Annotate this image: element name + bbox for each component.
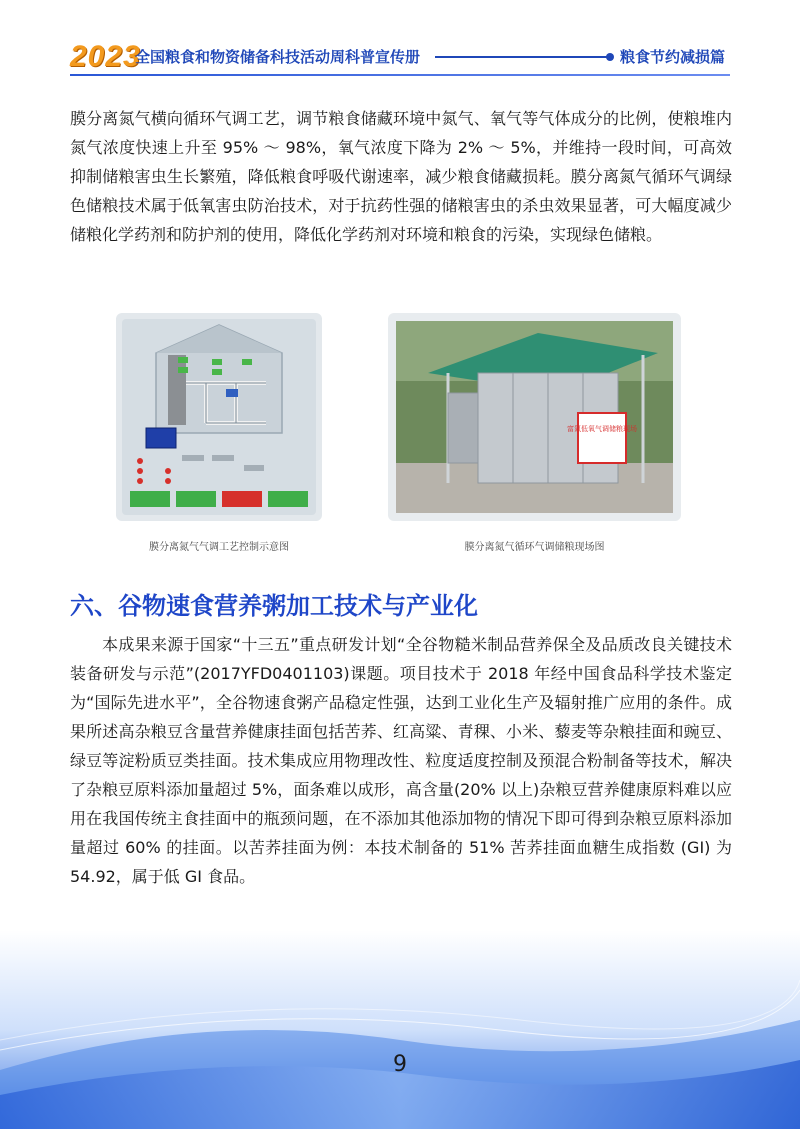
right-figure-caption: 膜分离氮气循环气调储粮现场图 <box>464 542 605 553</box>
footer-wave-decoration <box>0 930 800 1129</box>
left-figure-caption: 膜分离氮气气调工艺控制示意图 <box>149 542 289 553</box>
paragraph-membrane-nitrogen: 膜分离氮气横向循环气调工艺，调节粮食储藏环境中氮气、氧气等气体成分的比例，使粮堆内氮气浓度快速上升至 95% ～ 98%，氧气浓度下降为 2% ～ 5%，并维持一段时间，可高效抑制储粮害虫生长繁殖，降低粮食呼吸代谢速率，减少粮食储藏损耗。膜分离氮气循环气调绿色储粮技术属于低氧害虫防治技术，对于抗药性强的储粮害虫的杀虫效果显著，可大幅度减少储粮化学药剂和防护剂的使用，降低化学药剂对环境和粮食的污染，实现绿色储粮。 <box>70 109 732 244</box>
sign-text: 富氮低氧气调储粮现场 <box>567 425 637 433</box>
field-site-photo <box>388 313 681 521</box>
page-header <box>0 0 800 80</box>
header-year: 2023 <box>70 40 141 73</box>
control-schematic-image <box>116 313 322 521</box>
header-rule <box>70 74 730 76</box>
header-subtitle: 粮食节约减损篇 <box>620 48 726 66</box>
header-divider <box>435 56 610 58</box>
paragraph-grain-porridge: 本成果来源于国家“十三五”重点研发计划“全谷物糙米制品营养保全及品质改良关键技术装备研发与示范”(2017YFD0401103)课题。项目技术于 2018 年经中国食品科学技术鉴定为“国际先进水平”，全谷物速食粥产品稳定性强，达到工业化生产及辐射推广应用的条件。成果所述高杂粮豆含量营养健康挂面包括苦荞、红高粱、青稞、小米、藜麦等杂粮挂面和豌豆、绿豆等淀粉质豆类挂面。技术集成应用物理改性、粒度适度控制及预混合粉制备等技术，解决了杂粮豆原料添加量超过 5%，面条难以成形，高含量(20% 以上)杂粮豆营养健康原料难以应用在我国传统主食挂面中的瓶颈问题，在不添加其他添加物的情况下即可得到杂粮豆原料添加量超过 60% 的挂面。以苦荞挂面为例：本技术制备的 51% 苦荞挂面血糖生成指数 (GI) 为 54.92，属于低 GI 食品。 <box>70 635 732 886</box>
header-title: 全国粮食和物资储备科技活动周科普宣传册 <box>135 48 421 66</box>
page-number: 9 <box>393 1052 407 1077</box>
section-heading: 六、谷物速食营养粥加工技术与产业化 <box>70 592 478 620</box>
